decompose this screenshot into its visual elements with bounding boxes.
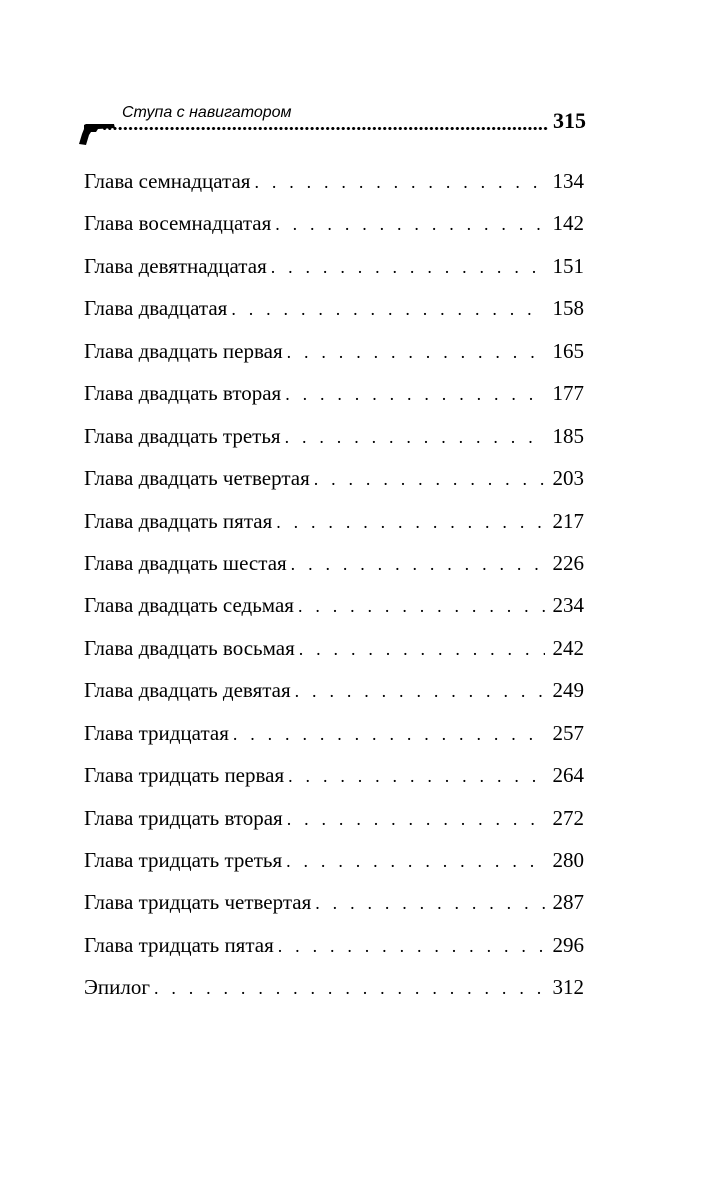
toc-dot-leader [275,203,544,245]
toc-dot-leader [286,840,544,882]
toc-entry [84,839,584,881]
toc-entry-title: Глава тридцать пятая [84,932,274,957]
toc-entry-title: Глава двадцать шестая [84,550,287,575]
toc-dot-leader [295,670,545,712]
toc-dot-leader [315,882,544,924]
toc-entry-title: Глава тридцатая [84,720,229,745]
toc-dot-leader [285,416,545,458]
toc-entry-title: Глава девятнадцатая [84,253,267,278]
page-number: 315 [553,108,586,133]
toc-entry-page: 280 [552,848,584,872]
toc-entry-page: 249 [552,678,584,703]
toc-entry-page: 158 [552,296,584,321]
toc-entry [84,245,584,287]
toc-entry [84,415,584,457]
toc-entry [84,627,584,669]
toc-entry-page: 272 [552,805,584,830]
toc-entry-page: 177 [552,381,584,406]
toc-entry-page: 151 [552,253,584,278]
toc-entry-page: 234 [552,593,584,618]
toc-dot-leader [299,628,545,670]
toc-entry-title: Глава двадцать вторая [84,381,282,406]
toc-dot-leader [288,755,544,797]
toc-entry-page: 134 [552,169,584,193]
toc-entry-page: 185 [552,423,584,448]
toc-dot-leader [271,246,545,288]
toc-entry-title: Глава тридцать третья [84,848,283,872]
toc-dot-leader [276,501,544,543]
toc-entry-title: Глава двадцатая [84,296,228,321]
running-head [78,100,586,148]
toc-entry-page: 264 [552,763,584,788]
toc-dot-leader [278,925,545,967]
toc-entry-page: 142 [552,211,584,236]
toc-entry [84,712,584,754]
toc-entry-title: Глава двадцать первая [84,338,283,363]
toc-entry-title: Глава тридцать четвертая [84,890,312,915]
toc-entry-page: 217 [552,508,584,533]
toc-entry-page: 287 [552,890,584,915]
toc-entry [84,202,584,244]
toc-entry-page: 296 [552,932,584,957]
toc-entry [84,584,584,626]
toc-entry-title: Глава восемнадцатая [84,211,272,236]
toc-dot-leader [154,967,545,1009]
toc-entry [84,754,584,796]
toc-entry [84,542,584,584]
toc-entry [84,881,584,923]
toc-entry-title: Глава двадцать седьмая [84,593,294,618]
toc-dot-leader [291,543,545,585]
toc-entry-title: Глава семнадцатая [84,169,251,193]
toc-entry [84,372,584,414]
toc-entry [84,966,584,1008]
toc-entry-page: 203 [552,466,584,491]
toc-entry-title: Глава двадцать девятая [84,678,291,703]
toc-entry-title: Глава двадцать восьмая [84,635,295,660]
toc-entry [84,500,584,542]
toc-entry-title: Эпилог [84,975,150,1000]
toc-entry [84,287,584,329]
toc-entry [84,457,584,499]
toc-dot-leader [298,585,545,627]
toc-entry-page: 257 [552,720,584,745]
toc-dot-leader [233,713,545,755]
toc-dot-leader [231,288,544,330]
toc-entry-title: Глава двадцать пятая [84,508,273,533]
toc-entry-page: 312 [552,975,584,1000]
toc-entry-title: Глава двадцать четвертая [84,466,310,491]
toc-dot-leader [314,458,545,500]
toc-entry [84,797,584,839]
toc-entry-page: 165 [552,338,584,363]
table-of-contents [84,160,584,1009]
toc-entry [84,160,584,202]
toc-entry [84,330,584,372]
toc-entry-page: 242 [552,635,584,660]
toc-entry-title: Глава двадцать третья [84,423,281,448]
toc-dot-leader [285,373,544,415]
toc-dot-leader [287,798,545,840]
running-head-title: Ступа с навигатором [122,104,292,121]
toc-dot-leader [254,161,544,203]
toc-entry-page: 226 [552,550,584,575]
toc-entry-title: Глава тридцать вторая [84,805,283,830]
toc-entry [84,669,584,711]
toc-dot-leader [287,331,545,373]
toc-entry [84,924,584,966]
running-head-leader [102,126,548,131]
toc-entry-title: Глава тридцать первая [84,763,285,788]
